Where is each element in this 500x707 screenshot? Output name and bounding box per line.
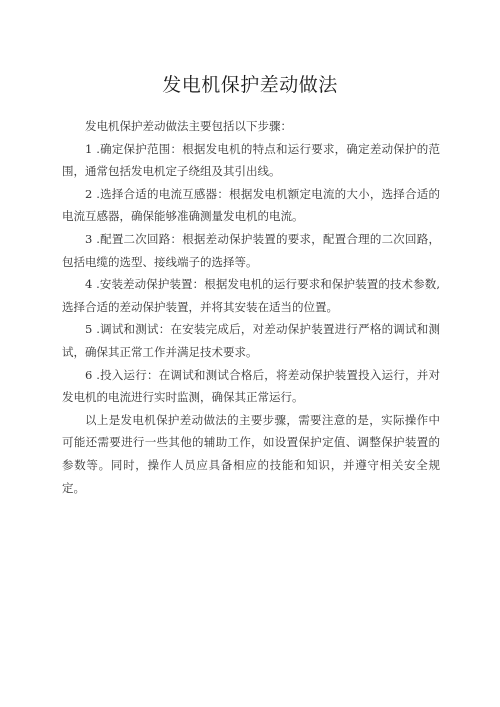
step-1-paragraph: 1 .确定保护范围：根据发电机的特点和运行要求，确定差动保护的范围，通常包括发电机定子绕组及其引出线。 bbox=[62, 141, 440, 179]
document-title: 发电机保护差动做法 bbox=[162, 74, 338, 96]
document-body bbox=[62, 115, 440, 499]
step-5-paragraph: 5 .调试和测试：在安装完成后，对差动保护装置进行严格的调试和测试，确保其正常工作并满足技术要求。 bbox=[62, 322, 440, 359]
step-3-paragraph: 3 .配置二次回路：根据差动保护装置的要求，配置合理的二次回路，包括电缆的选型、接线端子的选择等。 bbox=[62, 231, 440, 269]
step-6-paragraph: 6 .投入运行：在调试和测试合格后，将差动保护装置投入运行，并对发电机的电流进行实时监测，确保其正常运行。 bbox=[62, 367, 440, 405]
intro-paragraph: 发电机保护差动做法主要包括以下步骤： bbox=[85, 119, 292, 133]
conclusion-paragraph: 以上是发电机保护差动做法的主要步骤，需要注意的是，实际操作中可能还需要进行一些其他的辅助工作，如设置保护定值、调整保护装置的参数等。同时，操作人员应具备相应的技能和知识，并遵守相关安全规定。 bbox=[62, 412, 440, 495]
step-4-paragraph: 4 .安装差动保护装置：根据发电机的运行要求和保护装置的技术参数,选择合适的差动保护装置，并将其安装在适当的位置。 bbox=[62, 277, 440, 314]
step-2-paragraph: 2 .选择合适的电流互感器：根据发电机额定电流的大小，选择合适的电流互感器，确保能够准确测量发电机的电流。 bbox=[62, 186, 440, 224]
